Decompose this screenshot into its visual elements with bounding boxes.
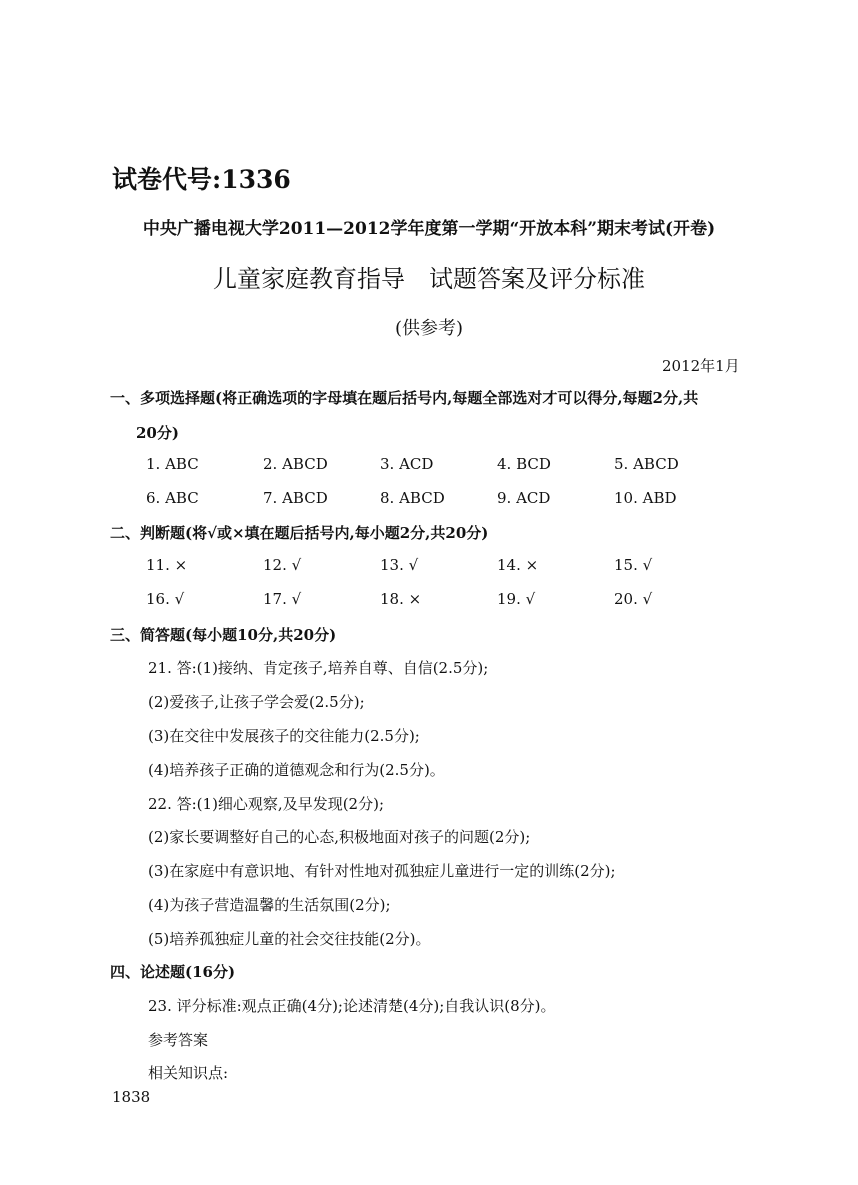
answer-line: (2)爱孩子,让孩子学会爱(2.5分);	[148, 693, 365, 711]
answer-item: 11. ×	[146, 556, 188, 574]
answer-item: 12. √	[263, 556, 302, 574]
answer-line: 相关知识点:	[148, 1064, 229, 1082]
answer-item: 18. ×	[380, 590, 422, 608]
section1-answer-row	[146, 489, 786, 507]
answer-line: (3)在家庭中有意识地、有针对性地对孤独症儿童进行一定的训练(2分);	[148, 862, 616, 880]
section1-heading: 一、多项选择题(将正确选项的字母填在题后括号内,每题全部选对才可以得分,每题2分,共	[110, 389, 699, 407]
answer-item: 4. BCD	[497, 455, 551, 473]
answer-line: (4)为孩子营造温馨的生活氛围(2分);	[148, 896, 391, 914]
section2-answer-row	[146, 590, 786, 608]
answer-line: (5)培养孤独症儿童的社会交往技能(2分)。	[148, 930, 431, 948]
answer-item: 16. √	[146, 590, 185, 608]
paper-code: 试卷代号:1336	[112, 165, 291, 194]
answer-item: 20. √	[614, 590, 653, 608]
answer-line: (3)在交往中发展孩子的交往能力(2.5分);	[148, 727, 420, 745]
answer-item: 5. ABCD	[614, 455, 679, 473]
answer-line: 参考答案	[148, 1031, 209, 1049]
answer-item: 7. ABCD	[263, 489, 328, 507]
section2-heading: 二、判断题(将√或×填在题后括号内,每小题2分,共20分)	[110, 524, 489, 542]
section1-answer-row	[146, 455, 786, 473]
document-title: 儿童家庭教育指导 试题答案及评分标准	[213, 265, 645, 293]
answer-item: 2. ABCD	[263, 455, 328, 473]
answer-item: 14. ×	[497, 556, 539, 574]
answer-item: 9. ACD	[497, 489, 551, 507]
answer-item: 10. ABD	[614, 489, 677, 507]
exam-name: 中央广播电视大学2011—2012学年度第一学期“开放本科”期末考试(开卷)	[142, 219, 716, 239]
reference-note: (供参考)	[394, 318, 464, 339]
answer-item: 19. √	[497, 590, 536, 608]
answer-item: 15. √	[614, 556, 653, 574]
answer-line: (4)培养孩子正确的道德观念和行为(2.5分)。	[148, 761, 445, 779]
answer-line: 21. 答:(1)接纳、肯定孩子,培养自尊、自信(2.5分);	[148, 659, 489, 677]
section4-heading: 四、论述题(16分)	[110, 963, 236, 981]
answer-item: 8. ABCD	[380, 489, 445, 507]
answer-item: 1. ABC	[146, 455, 199, 473]
answer-line: 22. 答:(1)细心观察,及早发现(2分);	[148, 795, 384, 813]
document-date: 2012年1月	[662, 357, 740, 375]
answer-item: 17. √	[263, 590, 302, 608]
answer-item: 3. ACD	[380, 455, 434, 473]
answer-line: 23. 评分标准:观点正确(4分);论述清楚(4分);自我认识(8分)。	[148, 997, 556, 1015]
answer-line: (2)家长要调整好自己的心态,积极地面对孩子的问题(2分);	[148, 828, 531, 846]
answer-item: 13. √	[380, 556, 419, 574]
page-number: 1838	[112, 1088, 151, 1106]
section2-answer-row	[146, 556, 786, 574]
answer-item: 6. ABC	[146, 489, 199, 507]
section1-heading-cont: 20分)	[136, 424, 179, 442]
section3-heading: 三、简答题(每小题10分,共20分)	[110, 626, 337, 644]
